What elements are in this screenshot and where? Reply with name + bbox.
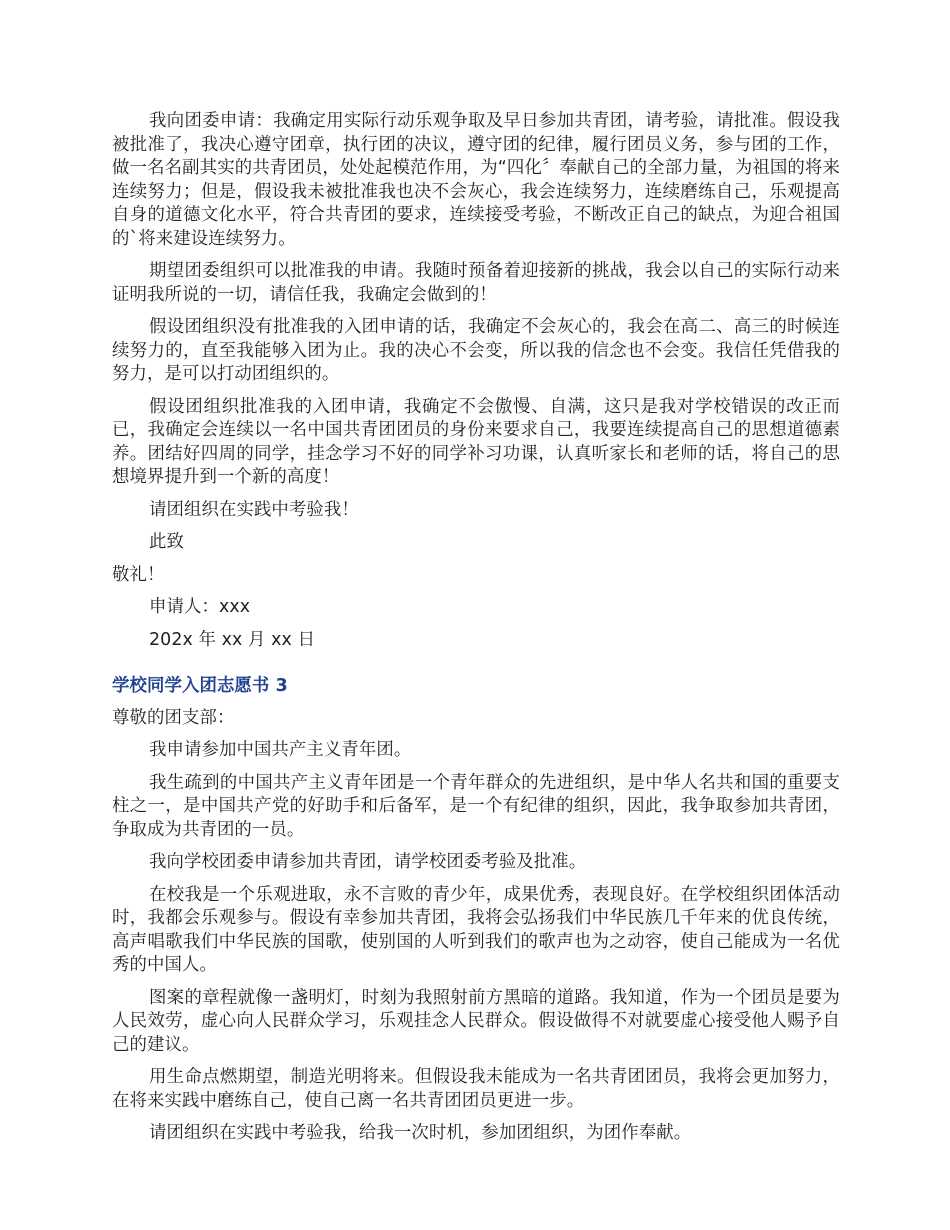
date-line: 202x 年 xx 月 xx 日 bbox=[149, 629, 316, 650]
paragraph: 我向学校团委申请参加共青团，请学校团委考验及批准。 bbox=[149, 852, 587, 872]
paragraph: 请团组织在实践中考验我！ bbox=[149, 499, 359, 520]
paragraph: 我向团委申请：我确定用实际行动乐观争取及早日参加共青团，请考验，请批准。假设我被批准了，我决心遵守团章，执行团的决议，遵守团的纪律，履行团员义务，参与团的工作，做一名名副其实的共青团员，处处起模范作用，为“四化〞奉献自己的全部力量，为祖国的将来连续努力；但是，假设我未被批准我也决不会灰心，我会连续努力，连续磨练自己，乐观提高自身的道德文化水平，符合共青团的要求，连续接受考验，不断改正自己的缺点，为迎合祖国的`将来建设连续努力。 bbox=[112, 111, 840, 249]
paragraph: 图案的章程就像一盏明灯，时刻为我照射前方黑暗的道路。我知道，作为一个团员是要为人民效劳，虚心向人民群众学习，乐观挂念人民群众。假设做得不对就要虚心接受他人赐予自己的建议。 bbox=[112, 987, 840, 1055]
paragraph: 我申请参加中国共产主义青年团。 bbox=[149, 740, 412, 760]
greeting-line: 尊敬的团支部： bbox=[112, 707, 235, 728]
paragraph: 期望团委组织可以批准我的申请。我随时预备着迎接新的挑战，我会以自己的实际行动来证明我所说的一切，请信任我，我确定会做到的！ bbox=[112, 261, 840, 305]
paragraph: 假设团组织没有批准我的入团申请的话，我确定不会灰心的，我会在高二、高三的时候连续努力的，直至我能够入团为止。我的决心不会变，所以我的信念也不会变。我信任凭借我的努力，是可以打动团组织的。 bbox=[112, 317, 840, 384]
document-page bbox=[112, 110, 840, 1155]
paragraph: 假设团组织批准我的入团申请，我确定不会傲慢、自满，这只是我对学校错误的改正而已，我确定会连续以一名中国共青团团员的身份来要求自己，我要连续提高自己的思想道德素养。团结好四周的同学，挂念学习不好的同学补习功课，认真听家长和老师的话，将自己的思想境界提升到一个新的高度！ bbox=[112, 396, 840, 487]
paragraph: 请团组织在实践中考验我，给我一次时机，参加团组织，为团作奉献。 bbox=[149, 1123, 692, 1143]
applicant-line: 申请人：xxx bbox=[149, 597, 251, 617]
paragraph: 用生命点燃期望，制造光明将来。但假设我未能成为一名共青团团员，我将会更加努力，在将来实践中磨练自己，使自己离一名共青团团员更进一步。 bbox=[112, 1067, 840, 1111]
salute-line: 敬礼！ bbox=[112, 564, 165, 585]
paragraph: 在校我是一个乐观进取，永不言败的青少年，成果优秀，表现良好。在学校组织团体活动时，我都会乐观参与。假设有幸参加共青团，我将会弘扬我们中华民族几千年来的优良传统，高声唱歌我们中华民族的国歌，使别国的人听到我们的歌声也为之动容，使自己能成为一名优秀的中国人。 bbox=[112, 884, 840, 975]
closing-line: 此致 bbox=[149, 532, 184, 552]
paragraph: 我生疏到的中国共产主义青年团是一个青年群众的先进组织，是中华人名共和国的重要支柱之一，是中国共产党的好助手和后备军，是一个有纪律的组织，因此，我争取参加共青团，争取成为共青团的一员。 bbox=[112, 772, 840, 840]
section-title: 学校同学入团志愿书 3 bbox=[112, 676, 288, 696]
